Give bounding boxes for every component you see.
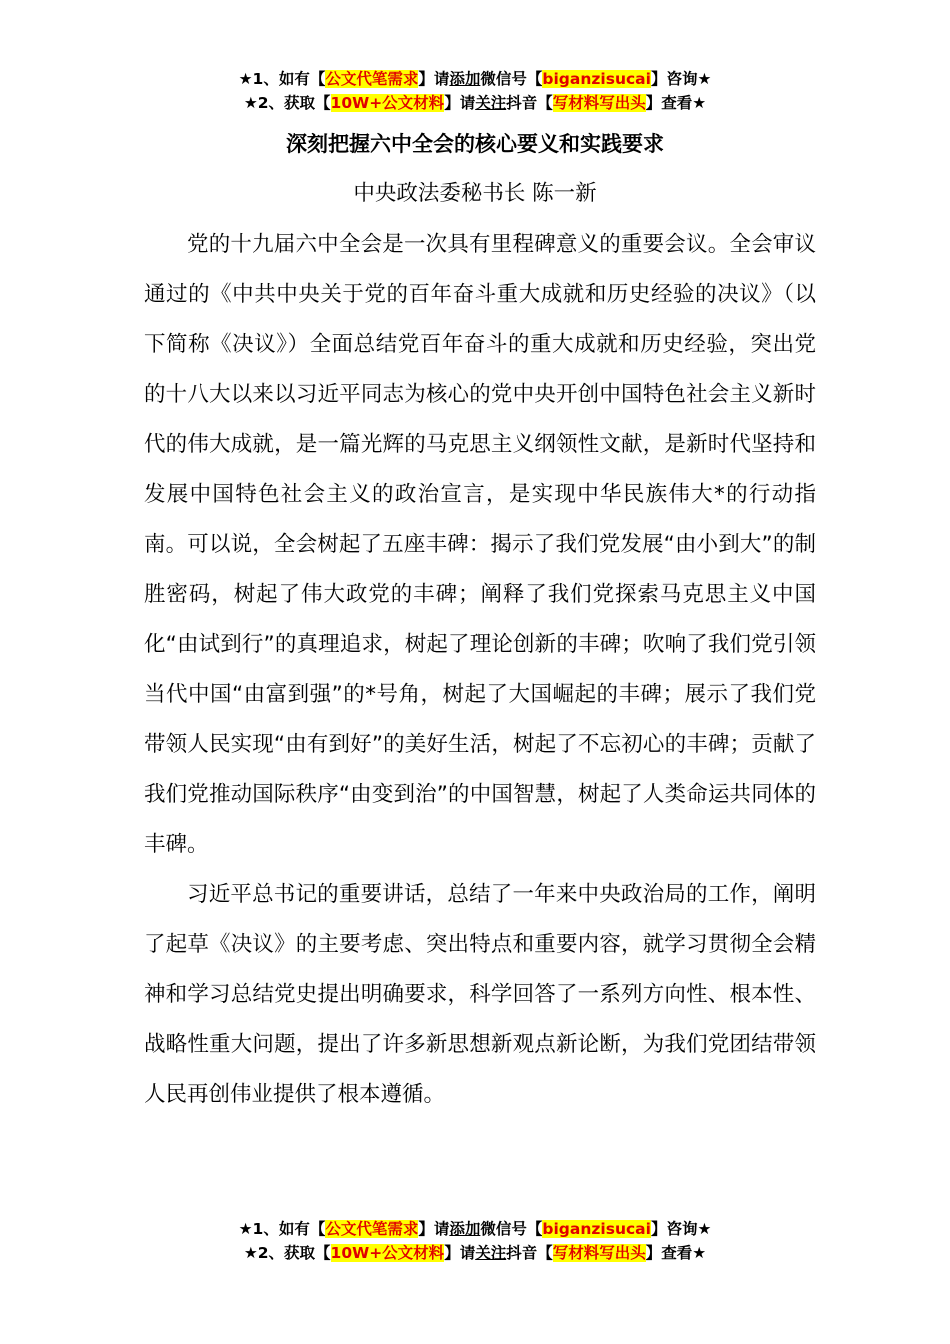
promo-highlight: 写材料写出头 — [552, 1244, 646, 1262]
promo-underline: 添加 — [449, 70, 481, 88]
document-title: 深刻把握六中全会的核心要义和实践要求 — [286, 132, 664, 156]
body-paragraph: 党的十九届六中全会是一次具有里程碑意义的重要会议。全会审议通过的《中共中央关于党的百年奋斗重大成就和历史经验的决议》（以下简称《决议》）全面总结党百年奋斗的重大成就和历史经验，突出党的十八大以来以习近平同志为核心的党中央开创中国特色社会主义新时代的伟大成就，是一篇光辉的马克思主义纲领性文献，是新时代坚持和发展中国特色社会主义的政治宣言，是实现中华民族伟大*的行动指南。可以说，全会树起了五座丰碑：揭示了我们党发展“由小到大”的制胜密码，树起了伟大政党的丰碑；阐释了我们党探索马克思主义中国化“由试到行”的真理追求，树起了理论创新的丰碑；吹响了我们党引领当代中国“由富到强”的*号角，树起了大国崛起的丰碑；展示了我们党带领人民实现“由有到好”的美好生活，树起了不忘初心的丰碑；贡献了我们党推动国际秩序“由变到治”的中国智慧，树起了人类命运共同体的丰碑。 — [144, 232, 816, 857]
promo-text: ★2、获取【 — [243, 1244, 331, 1262]
promo-underline: 关注 — [475, 1244, 507, 1262]
promo-text: 】咨询★ — [650, 70, 712, 88]
promo-text: 】请 — [444, 94, 476, 112]
promo-text: 】查看★ — [645, 94, 707, 112]
promo-line-1 — [0, 1217, 950, 1241]
promo-line-2 — [0, 91, 950, 115]
promo-highlight: 10W+公文材料 — [330, 94, 445, 112]
promo-highlight: 10W+公文材料 — [330, 1244, 445, 1262]
promo-highlight: biganzisucai — [542, 1220, 651, 1238]
promo-highlight: 公文代笔需求 — [325, 70, 419, 88]
promo-text: ★1、如有【 — [238, 70, 326, 88]
promo-underline: 关注 — [475, 94, 507, 112]
promo-text: 】咨询★ — [650, 1220, 712, 1238]
promo-highlight: 写材料写出头 — [552, 94, 646, 112]
promo-banner-top — [0, 67, 950, 115]
promo-highlight: biganzisucai — [542, 70, 651, 88]
promo-text: ★1、如有【 — [238, 1220, 326, 1238]
promo-text: 】请 — [444, 1244, 476, 1262]
promo-text: ★2、获取【 — [243, 94, 331, 112]
promo-text: 抖音【 — [506, 1244, 553, 1262]
body-paragraph: 习近平总书记的重要讲话，总结了一年来中央政治局的工作，阐明了起草《决议》的主要考虑、突出特点和重要内容，就学习贯彻全会精神和学习总结党史提出明确要求，科学回答了一系列方向性、根本性、战略性重大问题，提出了许多新思想新观点新论断，为我们党团结带领人民再创伟业提供了根本遵循。 — [144, 882, 816, 1107]
promo-text: 】查看★ — [645, 1244, 707, 1262]
promo-text: 】请 — [418, 1220, 450, 1238]
promo-line-2 — [0, 1241, 950, 1265]
promo-underline: 添加 — [449, 1220, 481, 1238]
promo-text: 抖音【 — [506, 94, 553, 112]
promo-text: 】请 — [418, 70, 450, 88]
promo-text: 微信号【 — [480, 70, 543, 88]
document-body — [144, 220, 816, 1120]
promo-highlight: 公文代笔需求 — [325, 1220, 419, 1238]
promo-banner-bottom — [0, 1217, 950, 1265]
promo-line-1 — [0, 67, 950, 91]
document-author: 中央政法委秘书长 陈一新 — [353, 181, 597, 206]
promo-text: 微信号【 — [480, 1220, 543, 1238]
